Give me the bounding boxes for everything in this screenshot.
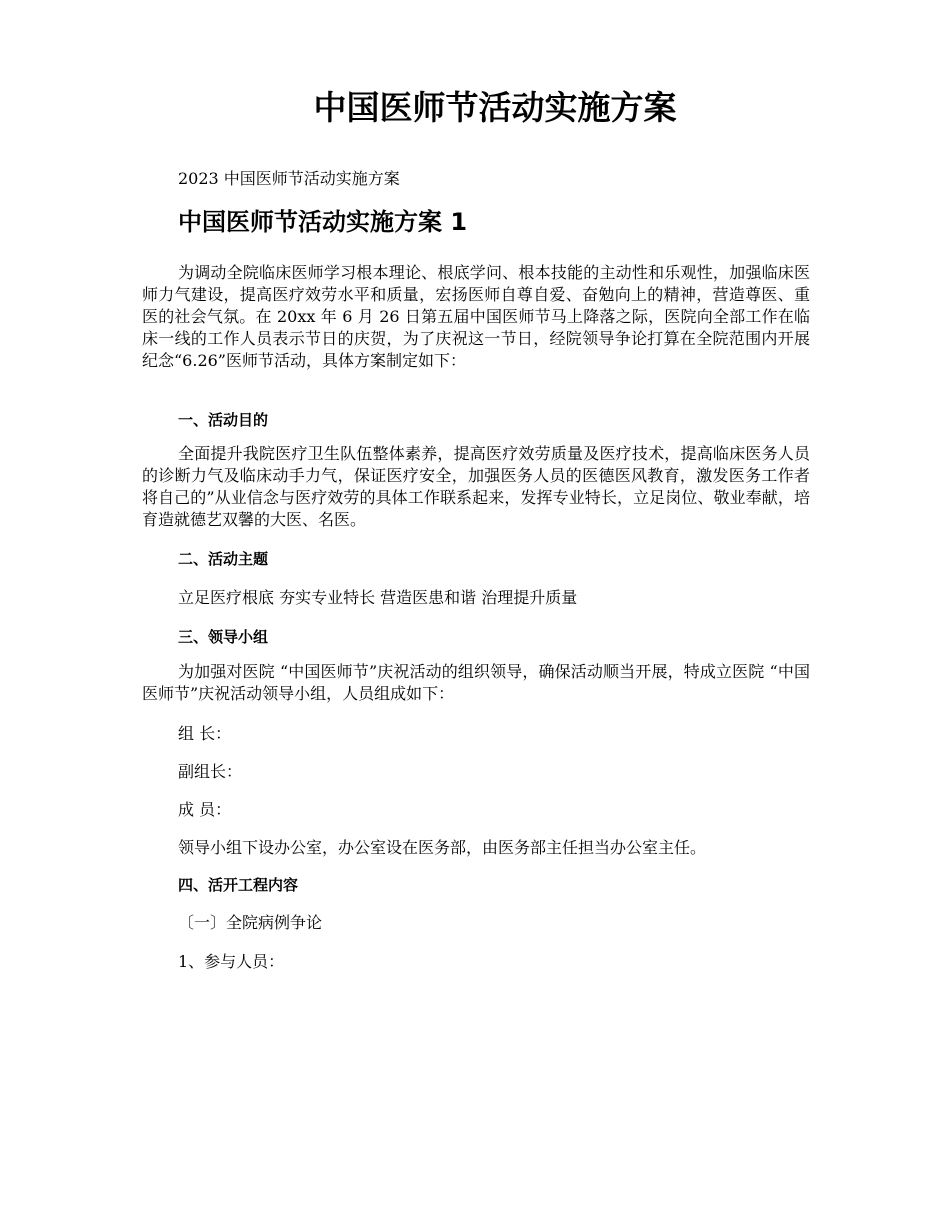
document-title: 中国医师节活动实施方案 [313,88,677,127]
content-item-1-sub-1: 1、参与人员： [178,952,285,971]
document-subtitle: 2023 中国医师节活动实施方案 [178,169,400,188]
theme-text: 立足医疗根底 夯实专业特长 营造医患和谐 治理提升质量 [178,588,578,607]
theme-heading: 二、活动主题 [178,550,269,568]
leader-line: 组 长： [178,724,232,743]
members-line: 成 员： [178,800,232,819]
content-item-1: 〔一〕全院病例争论 [178,913,323,932]
intro-paragraph: 为调动全院临床医师学习根本理论、根底学问、根本技能的主动性和乐观性，加强临床医师力气建设，提高医疗效劳水平和质量，宏扬医师自尊自爱、奋勉向上的精神，营造尊医、重医的社会气氛。在 20xx 年 6 月 26 日第五届中国医师节马上降落之际，医院向全部工作在临床一线的工作人员表示节日的庆贺，为了庆祝这一节日，经院领导争论打算在全院范围内开展纪念“6.26”医师节活动，具体方案制定如下： [142,263,810,370]
section-heading: 中国医师节活动实施方案 1 [178,208,468,236]
deputy-line: 副组长： [178,762,243,781]
office-line: 领导小组下设办公室，办公室设在医务部，由医务部主任担当办公室主任。 [178,838,707,857]
content-heading: 四、活开工程内容 [178,876,299,894]
goal-paragraph: 全面提升我院医疗卫生队伍整体素养，提高医疗效劳质量及医疗技术，提高临床医务人员的诊断力气及临床动手力气，保证医疗安全，加强医务人员的医德医风教育，激发医务工作者将自己的”从业信念与医疗效劳的具体工作联系起来，发挥专业特长，立足岗位、敬业奉献，培育造就德艺双馨的大医、名医。 [142,444,810,529]
goal-heading: 一、活动目的 [178,411,269,429]
leadership-paragraph: 为加强对医院 “中国医师节”庆祝活动的组织领导，确保活动顺当开展，特成立医院 “中国医师节”庆祝活动领导小组，人员组成如下： [142,662,810,703]
leadership-heading: 三、领导小组 [178,628,269,646]
